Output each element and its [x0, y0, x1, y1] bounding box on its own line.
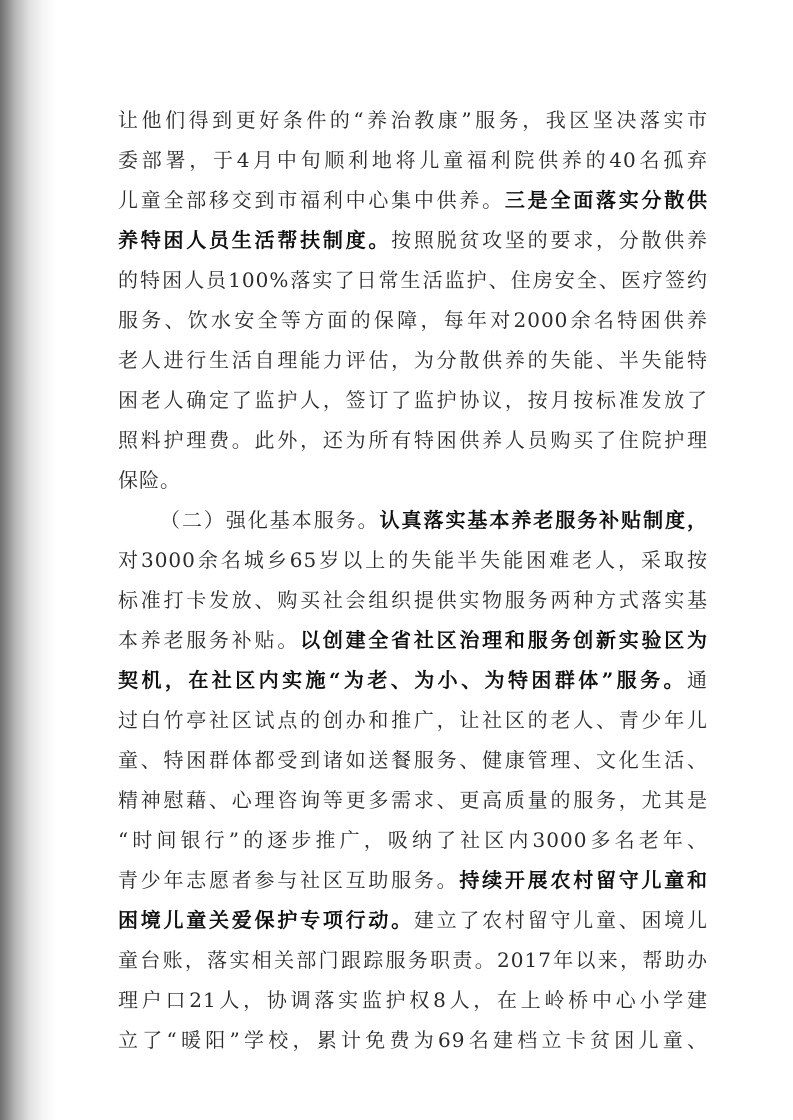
text-line [118, 460, 708, 500]
text-line [118, 340, 708, 380]
text-line [118, 820, 708, 860]
text-line [118, 620, 708, 660]
text-segment: 让他们得到更好条件的“养治教康”服务，我区坚决落实市 [118, 108, 708, 132]
text-line [118, 140, 708, 180]
text-segment: 精神慰藉、心理咨询等更多需求、更高质量的服务，尤其是 [118, 788, 708, 812]
text-line [118, 580, 708, 620]
text-line [118, 780, 708, 820]
text-segment: 本养老服务补贴。 [118, 628, 301, 652]
bold-text-segment: 三是全面落实分散供 [504, 188, 709, 212]
text-line [118, 260, 708, 300]
text-line [118, 100, 708, 140]
text-segment: 立了“暖阳”学校，累计免费为69名建档立卡贫困儿童、 [118, 1028, 708, 1052]
document-page [118, 100, 708, 1060]
text-segment: 服务、饮水安全等方面的保障，每年对2000余名特困供养 [118, 308, 708, 332]
bold-text-segment: 认真落实基本养老服务补贴制度， [379, 508, 709, 532]
scan-edge-shadow [0, 0, 58, 1120]
text-segment: 困老人确定了监护人，签订了监护协议，按月按标准发放了 [118, 388, 708, 412]
text-segment: 按照脱贫攻坚的要求，分散供养 [391, 228, 709, 252]
text-segment: 照料护理费。此外，还为所有特困供养人员购买了住院护理 [118, 428, 708, 452]
text-segment: 理户口21人，协调落实监护权8人，在上岭桥中心小学建 [118, 988, 708, 1012]
text-segment: 过白竹亭社区试点的创办和推广，让社区的老人、青少年儿 [118, 708, 708, 732]
text-segment: 青少年志愿者参与社区互助服务。 [118, 868, 460, 892]
text-segment: 儿童全部移交到市福利中心集中供养。 [118, 188, 505, 212]
text-segment: 委部署，于4月中旬顺利地将儿童福利院供养的40名孤弃 [118, 148, 708, 172]
text-segment: 的特困人员100%落实了日常生活监护、住房安全、医疗签约 [118, 268, 708, 292]
bold-text-segment: 养特困人员生活帮扶制度。 [118, 228, 392, 252]
text-segment: 保险。 [118, 468, 181, 492]
text-line [118, 660, 708, 700]
text-segment: （二）强化基本服务。 [160, 508, 380, 532]
text-segment: 标准打卡发放、购买社会组织提供实物服务两种方式落实基 [118, 588, 708, 612]
text-line [118, 1020, 708, 1060]
bold-text-segment: 以创建全省社区治理和服务创新实验区为 [300, 628, 709, 652]
text-line [118, 380, 708, 420]
text-line [118, 420, 708, 460]
text-line [118, 860, 708, 900]
bold-text-segment: 困境儿童关爱保护专项行动。 [118, 908, 414, 932]
text-line [118, 740, 708, 780]
text-line [118, 700, 708, 740]
text-line [118, 900, 708, 940]
text-line [118, 540, 708, 580]
text-segment: 对3000余名城乡65岁以上的失能半失能困难老人，采取按 [118, 548, 708, 572]
text-segment: 通 [687, 668, 708, 692]
text-line [118, 300, 708, 340]
text-line [118, 180, 708, 220]
text-segment: “时间银行”的逐步推广，吸纳了社区内3000多名老年、 [118, 828, 708, 852]
text-segment: 老人进行生活自理能力评估，为分散供养的失能、半失能特 [118, 348, 708, 372]
text-line [118, 220, 708, 260]
text-segment: 建立了农村留守儿童、困境儿 [413, 908, 709, 932]
bold-text-segment: 持续开展农村留守儿童和 [459, 868, 709, 892]
bold-text-segment: 契机，在社区内实施“为老、为小、为特困群体”服务。 [118, 668, 687, 692]
text-line [118, 980, 708, 1020]
text-line [118, 500, 708, 540]
text-segment: 童台账，落实相关部门跟踪服务职责。2017年以来，帮助办 [118, 948, 708, 972]
text-segment: 童、特困群体都受到诸如送餐服务、健康管理、文化生活、 [118, 748, 708, 772]
text-line [118, 940, 708, 980]
